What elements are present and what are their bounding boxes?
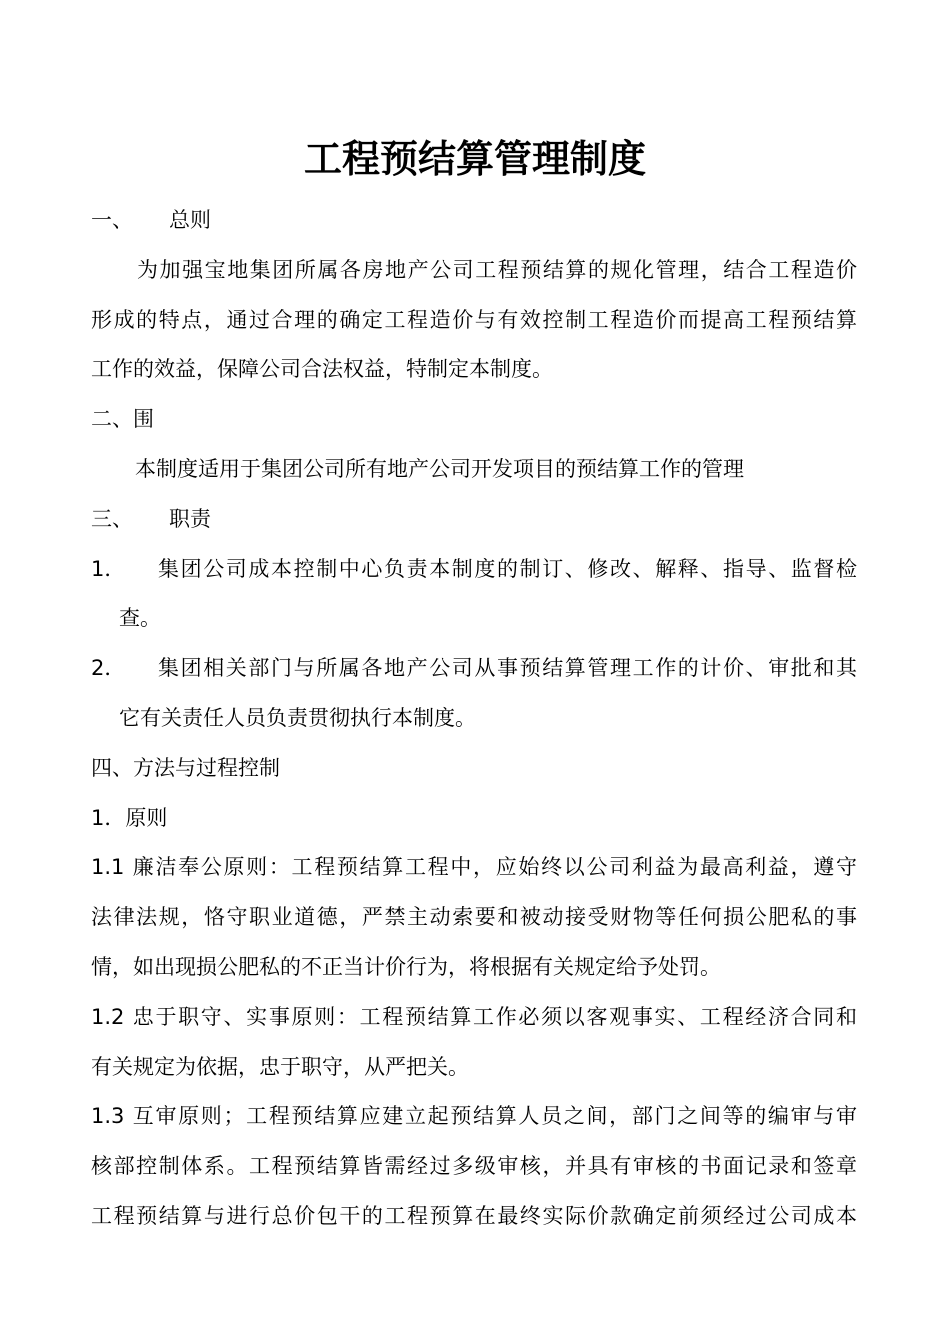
section-1-heading: [91, 203, 211, 237]
section-3-item-2-line-1: 集团相关部门与所属各地产公司从事预结算管理工作的计价、审批和其: [158, 656, 857, 680]
paragraph-1-2-line-1: 1.2 忠于职守、实事原则：工程预结算工作必须以客观事实、工程经济合同和: [91, 1005, 857, 1029]
document-title: 工程预结算管理制度: [303, 137, 646, 181]
section-3-title: 职责: [169, 507, 211, 531]
section-3-item-1-number: 1．: [91, 557, 126, 581]
section-1-para-line-2: 形成的特点，通过合理的确定工程造价与有效控制工程造价而提高工程预结算: [91, 308, 857, 332]
section-3-item-2-line-2: 它有关责任人员负责贯彻执行本制度。: [119, 706, 476, 730]
section-3-item-2-number: 2．: [91, 656, 126, 680]
section-3-heading: [91, 502, 211, 536]
section-1-para-line-1: 为加强宝地集团所属各房地产公司工程预结算的规化管理，结合工程造价: [137, 258, 857, 282]
paragraph-1-1-line-1: 1.1 廉洁奉公原则：工程预结算工程中，应始终以公司利益为最高利益，遵守: [91, 855, 857, 879]
paragraph-1-2-line-2: 有关规定为依据，忠于职守，从严把关。: [91, 1055, 469, 1079]
section-3-item-1-line-1: 集团公司成本控制中心负责本制度的制订、修改、解释、指导、监督检: [158, 557, 857, 581]
section-1-number: 一、: [91, 208, 133, 232]
paragraph-1-3-line-1: 1.3 互审原则；工程预结算应建立起预结算人员之间，部门之间等的编审与审: [91, 1104, 857, 1128]
section-2-heading: 二、围: [91, 407, 154, 431]
section-2-para: 本制度适用于集团公司所有地产公司开发项目的预结算工作的管理: [135, 457, 744, 481]
section-4-subheading-principles: 1．原则: [91, 806, 168, 830]
paragraph-1-1-line-2: 法律法规，恪守职业道德，严禁主动索要和被动接受财物等任何损公肥私的事: [91, 905, 857, 929]
paragraph-1-3-line-2: 核部控制体系。工程预结算皆需经过多级审核，并具有审核的书面记录和签章: [91, 1154, 857, 1178]
section-3-number: 三、: [91, 507, 133, 531]
section-1-para-line-3: 工作的效益，保障公司合法权益，特制定本制度。: [91, 357, 553, 381]
section-4-heading: 四、方法与过程控制: [91, 756, 280, 780]
section-3-item-1-line-2: 查。: [119, 606, 161, 630]
paragraph-1-1-line-3: 情，如出现损公肥私的不正当计价行为，将根据有关规定给予处罚。: [91, 955, 721, 979]
paragraph-1-3-line-3: 工程预结算与进行总价包干的工程预算在最终实际价款确定前须经过公司成本: [91, 1204, 857, 1228]
section-1-title: 总则: [169, 208, 211, 232]
